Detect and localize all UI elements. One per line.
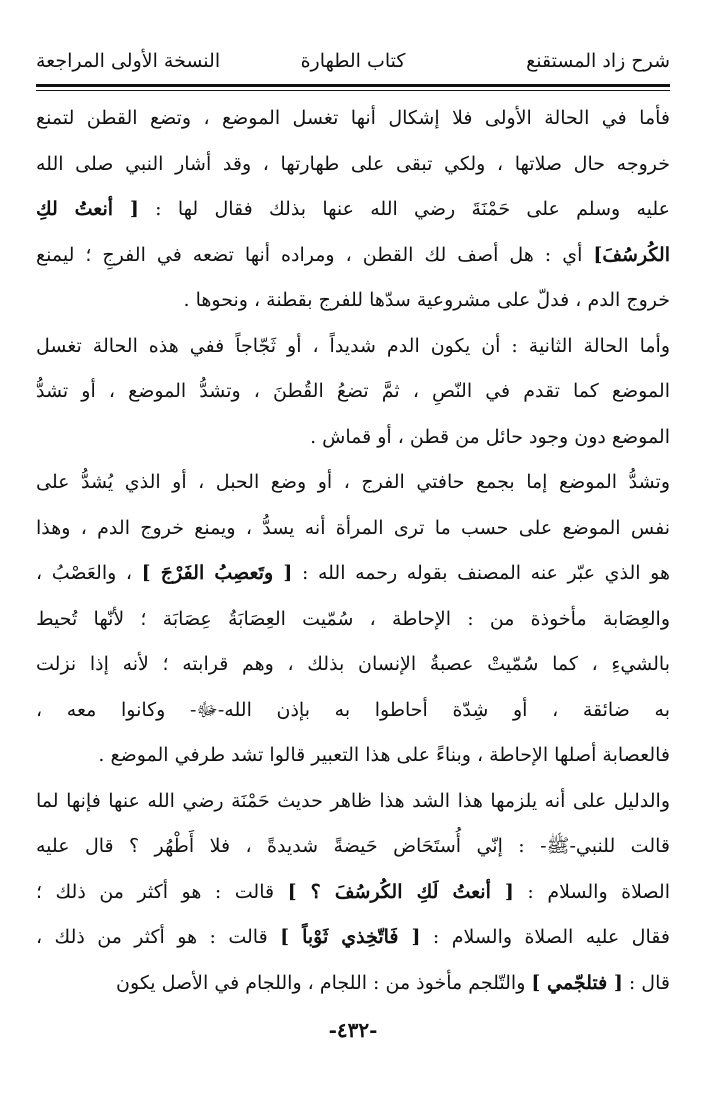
line-segment: والتّلجم مأخوذ من : اللجام ، واللجام في الأصل يكون: [116, 971, 532, 994]
line-segment: الموضع كما تقدم في النّصِ ، ثمَّ تضعُ القُطنَ ، وتشدُّ الموضع ، أو تشدُّ: [36, 380, 670, 402]
line-segment: الصلاة والسلام :: [513, 880, 670, 903]
line-segment: فأما في الحالة الأولى فلا إشكال أنها تغسل الموضع ، وتضع القطن لتمنع: [36, 107, 670, 129]
line-segment: قالت للنبي-ﷺ- : إنّي أُستَحَاض حَيضةً شديدةً ، فلا أَطْهُر ؟ قال عليه: [36, 835, 670, 857]
line-segment: الموضع دون وجود حائل من قطن ، أو قماش .: [310, 425, 670, 448]
text-line: [36, 278, 670, 324]
line-segment: خروج الدم ، فدلّ على مشروعية سدّها للفرج بقطنة ، ونحوها .: [183, 289, 670, 311]
line-segment: والدليل على أنه يلزمها هذا الشد هذا ظاهر حديث حَمْنَة رضي الله عنها فإنها لما: [36, 789, 670, 812]
hadith-quote: [ وتَعصِبُ الفَرْجَ ]: [141, 562, 293, 584]
line-segment: به ضائقة ، أو شِدّة أحاطوا به بإذن الله-ﷻ- وكانوا معه ،: [36, 698, 670, 721]
line-segment: هو الذي عبّر عنه المصنف بقوله رحمه الله :: [292, 562, 670, 584]
line-segment: قالت : هو أكثر من ذلك ؛: [36, 880, 288, 903]
header-book-title: شرح زاد المستقنع: [526, 50, 670, 72]
hadith-quote: [ فَاتّخِذي ثَوْباً ]: [280, 926, 421, 948]
line-segment: فقال عليه الصلاة والسلام :: [420, 926, 670, 948]
hadith-quote: [ أنعتُ لكِ: [36, 198, 139, 220]
hadith-quote: [ أنعتُ لَكِ الكُرسُفَ ؟ ]: [287, 880, 514, 903]
text-line: [36, 733, 670, 779]
line-segment: والعِصَابة مأخوذة من : الإحاطة ، سُمّيت العِصَابَةُ عِصَابَة ؛ لأنّها تُحيط: [36, 607, 670, 630]
paragraph: [36, 779, 670, 1007]
text-line: [36, 597, 670, 643]
header-rule-thick: [36, 84, 670, 87]
header-rule-thin: [36, 90, 670, 91]
running-header: [36, 46, 670, 80]
text-line: [36, 551, 670, 597]
text-line: [36, 870, 670, 916]
text-line: [36, 961, 670, 1007]
line-segment: أي : هل أصف لك القطن ، ومراده أنها تضعه في الفرجِ ؛ ليمنع: [36, 243, 594, 266]
text-line: [36, 688, 670, 734]
line-segment: عليه وسلم على حَمْنَةَ رضي الله عنها بذلك فقال لها :: [138, 198, 670, 220]
book-page: [36, 0, 670, 1104]
line-segment: ، والعَصْبُ ،: [36, 562, 142, 584]
line-segment: فالعصابة أصلها الإحاطة ، وبناءً على هذا التعبير قالوا تشد طرفي الموضع .: [98, 744, 670, 766]
text-line: [36, 915, 670, 961]
line-segment: وأما الحالة الثانية : أن يكون الدم شديداً ، أو ثَجّاجاً ففي هذه الحالة تغسل: [36, 334, 670, 357]
line-segment: بالشيءِ ، كما سُمّيتْ عصبةُ الإنسان بذلك ، وهم قرابته ؛ لأنه إذا نزلت: [36, 653, 670, 675]
text-line: [36, 369, 670, 415]
text-line: [36, 233, 670, 279]
header-edition-note: النسخة الأولى المراجعة: [36, 50, 221, 72]
hadith-quote: [ فتلجّمي ]: [531, 971, 623, 994]
paragraph: [36, 96, 670, 324]
line-segment: نفس الموضع على حسب ما ترى المرأة أنه يسدُّ ، ويمنع خروج الدم ، وهذا: [36, 516, 670, 539]
paragraph: [36, 324, 670, 461]
paragraph: [36, 460, 670, 779]
body-text: [36, 96, 670, 1006]
text-line: [36, 824, 670, 870]
hadith-quote: الكُرسُفَ]: [593, 243, 670, 266]
page-number: -٤٣٢-: [328, 1018, 378, 1042]
text-line: [36, 642, 670, 688]
text-line: [36, 460, 670, 506]
line-segment: وتشدُّ الموضع إما بجمع حافتي الفرج ، أو وضع الحبل ، أو الذي يُشدُّ على: [36, 471, 670, 493]
line-segment: قال :: [622, 971, 670, 994]
text-line: [36, 324, 670, 370]
line-segment: خروجه حال صلاتها ، ولكي تبقى على طهارتها ، وقد أشار النبي صلى الله: [36, 152, 670, 175]
header-chapter-title: كتاب الطهارة: [300, 50, 406, 72]
text-line: [36, 187, 670, 233]
text-line: [36, 96, 670, 142]
text-line: [36, 415, 670, 461]
text-line: [36, 779, 670, 825]
text-line: [36, 506, 670, 552]
line-segment: قالت : هو أكثر من ذلك ،: [36, 926, 281, 948]
text-line: [36, 142, 670, 188]
